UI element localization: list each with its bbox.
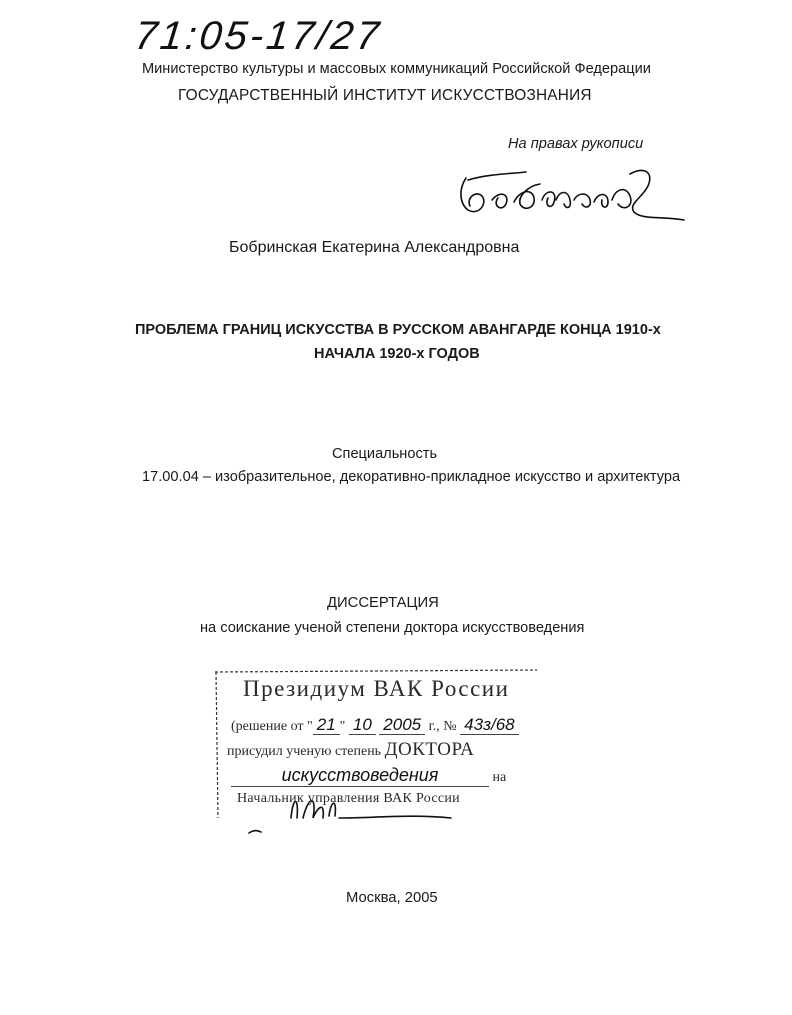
dissertation-degree: на соискание ученой степени доктора искусствоведения [200,620,585,636]
stamp-decision-month: 10 [349,715,376,735]
stamp-decision-number: 43з/68 [460,715,518,735]
author-signature [448,160,688,235]
dissertation-title-line-2: НАЧАЛА 1920-х ГОДОВ [314,346,480,362]
dissertation-label: ДИССЕРТАЦИЯ [327,595,439,611]
vak-approval-stamp [213,668,539,838]
stamp-head-of-department: Начальник управления ВАК России [237,791,460,806]
manuscript-rights-note: На правах рукописи [508,136,644,152]
ministry-name: Министерство культуры и массовых коммуникаций Российской Федерации [142,61,651,77]
signature-scribble [448,160,688,230]
stamp-decision-day: 21 [313,715,340,735]
stamp-awarded-prefix: присудил ученую степень [227,744,382,759]
stamp-decision-line: (решение от " 21 " 10 2005 г., № 43з/68 [231,715,519,735]
institute-name: ГОСУДАРСТВЕННЫЙ ИНСТИТУТ ИСКУССТВОЗНАНИЯ [178,87,592,104]
city-year: Москва, 2005 [346,890,438,906]
stamp-decision-year: 2005 [379,715,425,735]
stamp-awarded-degree: ДОКТОРА [384,739,475,760]
specialty-value: 17.00.04 – изобразительное, декоративно-прикладное искусство и архитектура [142,469,681,485]
stamp-field-suffix: на [492,770,507,785]
specialty-label: Специальность [332,446,438,462]
stamp-awarded-line [227,739,474,761]
stamp-decision-prefix: (решение от [231,719,304,734]
stamp-decision-year-suffix: г., № [428,719,457,734]
stamp-field-line [231,765,506,787]
stamp-header: Президиум ВАК России [243,676,510,701]
dissertation-title-line-1: ПРОБЛЕМА ГРАНИЦ ИСКУССТВА В РУССКОМ АВАНГАРДЕ КОНЦА 1910-х [135,322,661,338]
stamp-field-value: искусствоведения [231,765,489,787]
author-name: Бобринская Екатерина Александровна [229,239,520,256]
catalog-code: 71:05-17/27 [132,14,384,58]
